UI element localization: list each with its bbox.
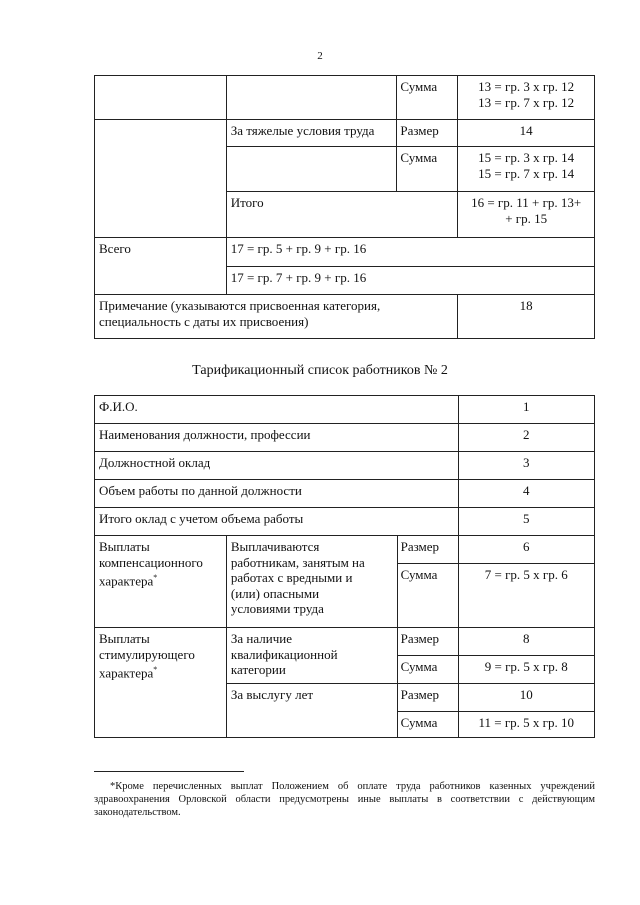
footnote: [94, 780, 595, 819]
empty-cell: [226, 147, 397, 192]
size-value: 6: [458, 536, 594, 564]
vsego-formula-1: 17 = гр. 5 + гр. 9 + гр. 16: [226, 238, 594, 267]
column-number: 5: [458, 508, 594, 536]
compensation-description: Выплачиваются работникам, занятым на работах с вредными и (или) опасными условиями труда: [226, 536, 397, 628]
sum-formula: 13 = гр. 3 х гр. 12 13 = гр. 7 х гр. 12: [458, 76, 595, 120]
hard-conditions-label: За тяжелые условия труда: [226, 120, 397, 147]
itogo-label: Итого: [226, 192, 458, 238]
sum-formula: 7 = гр. 5 х гр. 6: [458, 564, 594, 628]
fio-label: Ф.И.О.: [95, 396, 459, 424]
size-value: 14: [458, 120, 595, 147]
position-label: Наименования должности, профессии: [95, 424, 459, 452]
qualification-description: За наличие квалификационной категории: [226, 628, 397, 684]
vsego-label: Всего: [95, 238, 227, 295]
footnote-marker: *: [153, 573, 158, 582]
note-label: Примечание (указываются присвоенная категория, специальность с даты их присвоения): [95, 295, 458, 339]
sum-formula: 15 = гр. 3 х гр. 14 15 = гр. 7 х гр. 14: [458, 147, 595, 192]
size-label: Размер: [397, 536, 458, 564]
footnote-divider: [94, 771, 244, 772]
empty-cell: [95, 120, 227, 238]
sum-label: Сумма: [397, 656, 458, 684]
footnote-text: Кроме перечисленных выплат Положением об оплате труда работников казенных учреждений здравоохранения Орловской области предусмотрены иные выплаты в соответствии с действующим законодательством.: [94, 781, 595, 818]
sum-label: Сумма: [397, 712, 458, 738]
column-number: 2: [458, 424, 594, 452]
column-number: 3: [458, 452, 594, 480]
size-value: 8: [458, 628, 594, 656]
volume-label: Объем работы по данной должности: [95, 480, 459, 508]
empty-cell: [226, 76, 397, 120]
tariff-table-continued: [94, 75, 595, 339]
size-label: Размер: [397, 628, 458, 656]
sum-label: Сумма: [397, 76, 458, 120]
footnote-marker: *: [153, 665, 158, 674]
sum-formula: 9 = гр. 5 х гр. 8: [458, 656, 594, 684]
tariff-list-table-2: [94, 395, 595, 738]
stimulating-payments-label: [95, 628, 227, 738]
stimulating-payments-text: Выплаты стимулирующего характера: [99, 631, 195, 681]
vsego-formula-2: 17 = гр. 7 + гр. 9 + гр. 16: [226, 267, 594, 295]
page-number: 2: [317, 50, 323, 62]
footnote-marker: *: [110, 781, 116, 792]
size-label: Размер: [397, 684, 458, 712]
total-salary-label: Итого оклад с учетом объема работы: [95, 508, 459, 536]
sum-label: Сумма: [397, 147, 458, 192]
column-number: 1: [458, 396, 594, 424]
size-value: 10: [458, 684, 594, 712]
size-label: Размер: [397, 120, 458, 147]
note-value: 18: [458, 295, 595, 339]
itogo-formula: 16 = гр. 11 + гр. 13+ + гр. 15: [458, 192, 595, 238]
column-number: 4: [458, 480, 594, 508]
empty-cell: [95, 76, 227, 120]
salary-label: Должностной оклад: [95, 452, 459, 480]
seniority-description: За выслугу лет: [226, 684, 397, 738]
sum-formula: 11 = гр. 5 х гр. 10: [458, 712, 594, 738]
compensation-payments-text: Выплаты компенсационного характера: [99, 539, 203, 589]
tariff-list-title: Тарификационный список работников № 2: [192, 363, 448, 378]
compensation-payments-label: [95, 536, 227, 628]
sum-label: Сумма: [397, 564, 458, 628]
